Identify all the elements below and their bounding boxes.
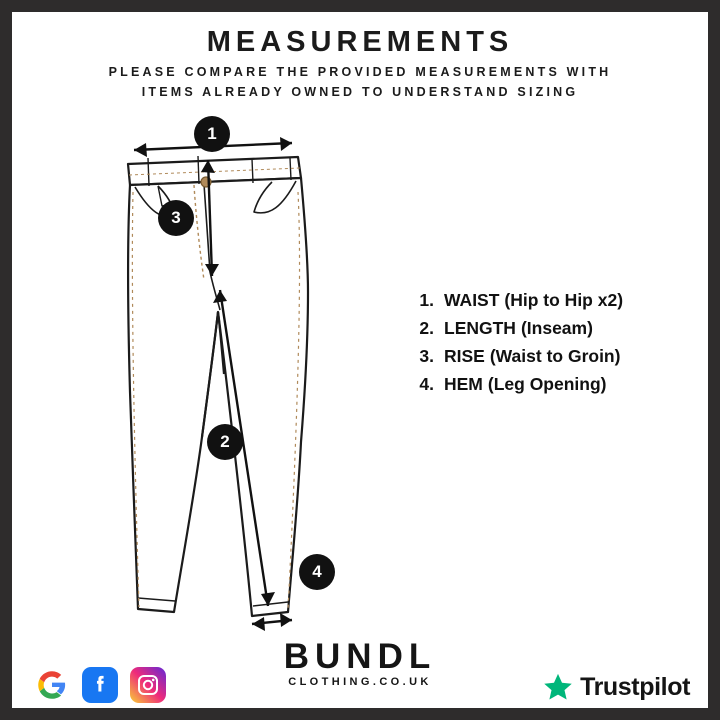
legend-number-2: 2.: [419, 318, 434, 338]
legend-number-3: 3.: [419, 346, 434, 366]
legend-item-hem: [404, 374, 694, 395]
marker-2: 2: [207, 424, 243, 460]
measurement-card: [12, 12, 708, 708]
jeans-diagram: [102, 112, 402, 642]
legend-item-rise: [404, 346, 694, 367]
google-glyph: [37, 670, 67, 700]
measurement-legend: [404, 290, 694, 402]
subtitle-line-1: PLEASE COMPARE THE PROVIDED MEASUREMENTS WITH: [108, 65, 612, 79]
facebook-glyph: [87, 672, 113, 698]
jeans-illustration: [102, 112, 402, 642]
brand-name: BUNDL: [283, 637, 437, 676]
legend-number-1: 1.: [419, 290, 434, 310]
legend-label-1: WAIST: [444, 290, 500, 310]
marker-1: 1: [194, 116, 230, 152]
trustpilot-badge[interactable]: [543, 672, 690, 702]
legend-label-4: HEM: [444, 374, 483, 394]
legend-detail-3: (Waist to Groin): [489, 346, 621, 366]
legend-label-2: LENGTH: [444, 318, 516, 338]
facebook-icon[interactable]: [82, 667, 118, 703]
page-subtitle: [12, 62, 708, 102]
star-icon: [543, 672, 573, 702]
page-title: MEASUREMENTS: [206, 26, 514, 58]
legend-detail-4: (Leg Opening): [487, 374, 607, 394]
legend-detail-2: (Inseam): [520, 318, 593, 338]
subtitle-line-2: ITEMS ALREADY OWNED TO UNDERSTAND SIZING: [141, 85, 579, 99]
legend-label-3: RISE: [444, 346, 485, 366]
social-links: [34, 667, 166, 703]
brand-domain: CLOTHING.CO.UK: [288, 676, 432, 688]
marker-3: 3: [158, 200, 194, 236]
legend-item-waist: [404, 290, 694, 311]
legend-number-4: 4.: [419, 374, 434, 394]
legend-item-length: [404, 318, 694, 339]
legend-detail-1: (Hip to Hip x2): [504, 290, 624, 310]
google-icon[interactable]: [34, 667, 70, 703]
marker-4: 4: [299, 554, 335, 590]
instagram-glyph: [136, 673, 160, 697]
instagram-icon[interactable]: [130, 667, 166, 703]
trustpilot-label: Trustpilot: [580, 672, 690, 701]
